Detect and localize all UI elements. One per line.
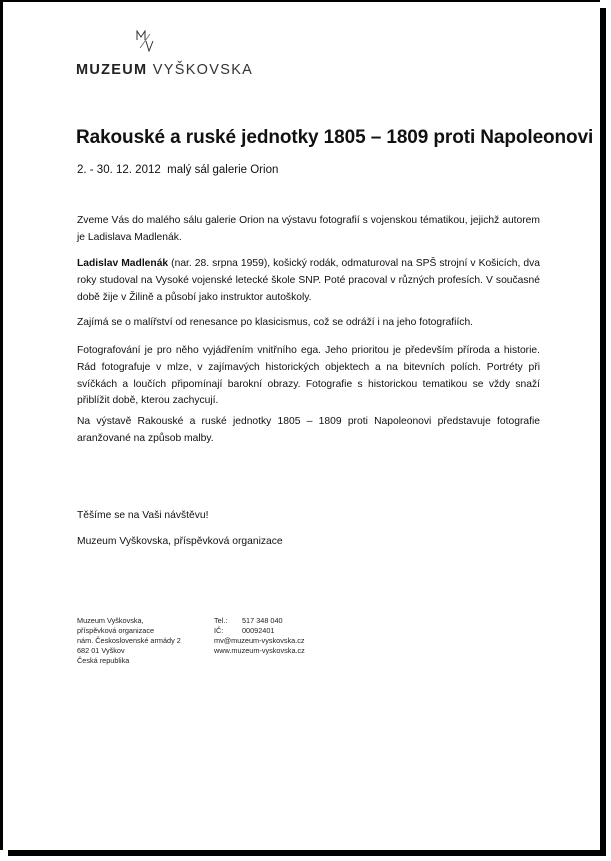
address-line: Česká republika: [77, 656, 130, 665]
page-shadow-bottom: [8, 850, 606, 856]
logo-mark-icon: [136, 30, 156, 52]
logo-name-light: VYŠKOVSKA: [152, 62, 254, 78]
logo-wordmark: [76, 62, 253, 78]
author-name: Ladislav Madlenák: [77, 258, 169, 269]
address-line: 682 01 Vyškov: [77, 646, 125, 655]
phone-number: 517 348 040: [242, 616, 283, 625]
phone-line: [214, 616, 305, 626]
document-title: Rakouské a ruské jednotky 1805 – 1809 proti Napoleonovi: [76, 127, 594, 148]
exhibition-dates-venue: 2. - 30. 12. 2012 malý sál galerie Orion: [77, 164, 279, 176]
website-link[interactable]: www.muzeum-vyskovska.cz: [214, 646, 305, 655]
id-line: [214, 626, 305, 636]
email-link[interactable]: mv@muzeum-vyskovska.cz: [214, 636, 305, 645]
id-number: 00092401: [242, 626, 275, 635]
footer-contact: [214, 616, 305, 656]
biography-text: (nar. 28. srpna 1959), košický rodák, odmaturoval na SPŠ strojní v Košicích, dva roky studoval na Vysoké vojenské letecké škole SNP. Poté pracoval v různých profesích. V současné době žije v Žilině a působí jako instruktor autoškoly.: [77, 258, 540, 303]
address-line: příspěvková organizace: [77, 626, 155, 635]
museum-logo: [76, 30, 254, 80]
address-line: Muzeum Vyškovska,: [77, 616, 144, 625]
footer-address: [77, 616, 181, 666]
logo-name-bold: MUZEUM: [76, 62, 148, 78]
address-line: nám. Československé armády 2: [77, 636, 181, 645]
paragraph-interests: Zajímá se o malířství od renesance po klasicismus, což se odráží i na jeho fotografiích.: [77, 317, 474, 328]
paragraph-invitation: Zveme Vás do malého sálu galerie Orion na výstavu fotografií s vojenskou tématikou, jejichž autorem je Ladislava Madlenák.: [77, 215, 540, 243]
id-label: IČ:: [214, 626, 224, 635]
paragraph-photography: Fotografování je pro něho vyjádřením vnitřního ega. Jeho prioritou je především příroda a historie. Rád fotografuje v mlze, v zajímavých historických objektech a na bitevních polích. Portréty při svíčkách a loučích připomínají barokní obrazy. Fotografie s historickou tematikou se vždy snaží přiblížit době, kterou zachycují.: [77, 345, 540, 407]
closing-signature: Muzeum Vyškovska, příspěvková organizace: [77, 536, 283, 547]
phone-label: Tel.:: [214, 616, 228, 625]
paragraph-exhibition: Na výstavě Rakouské a ruské jednotky 1805 – 1809 proti Napoleonovi představuje fotografie aranžované na způsob malby.: [77, 416, 540, 444]
page-shadow-right: [600, 8, 606, 856]
closing-greeting: Těšíme se na Vaši návštěvu!: [77, 510, 209, 521]
paragraph-biography: [77, 256, 540, 306]
